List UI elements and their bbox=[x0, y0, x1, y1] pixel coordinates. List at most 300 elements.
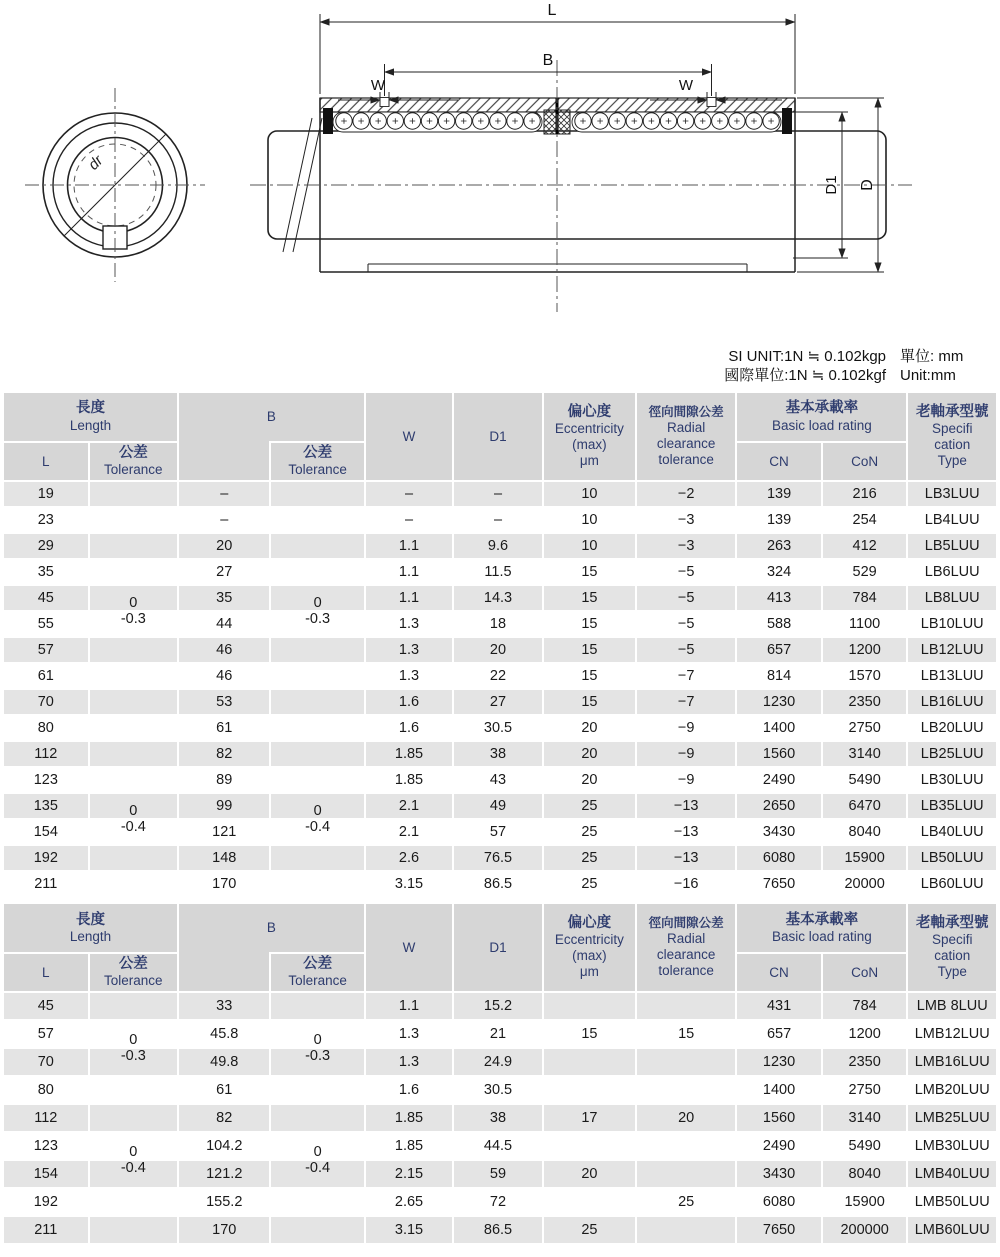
table-row bbox=[4, 638, 996, 662]
col-type: 老軸承型號 Specifi cation Type bbox=[908, 904, 996, 991]
cell-w: 1.1 bbox=[366, 560, 453, 584]
cell-type: LMB25LUU bbox=[908, 1105, 996, 1131]
cell-w: 1.3 bbox=[366, 1021, 453, 1047]
cell-type: LMB12LUU bbox=[908, 1021, 996, 1047]
cell-d1: 24.9 bbox=[454, 1049, 541, 1075]
si-unit-text: SI UNIT:1N ≒ 0.102kgp bbox=[728, 348, 886, 365]
cell-cn: 3430 bbox=[737, 1161, 821, 1187]
cell-l: 35 bbox=[4, 560, 88, 584]
col-length-group: 長度 Length bbox=[4, 393, 177, 441]
cell-tol bbox=[271, 1217, 363, 1243]
cell-w: 1.3 bbox=[366, 638, 453, 662]
cell-con: 1200 bbox=[823, 638, 907, 662]
cell-type: LMB60LUU bbox=[908, 1217, 996, 1243]
table-row bbox=[4, 1105, 996, 1131]
lmb-series-table bbox=[2, 902, 998, 1245]
cell-d1: 30.5 bbox=[454, 1077, 541, 1103]
cell-rad: −3 bbox=[637, 534, 735, 558]
dim-label-B: B bbox=[542, 52, 554, 69]
cell-b: 46 bbox=[179, 638, 269, 662]
cell-w: 1.85 bbox=[366, 1105, 453, 1131]
cell-w: 2.1 bbox=[366, 794, 453, 818]
cell-tol bbox=[90, 993, 177, 1019]
cell-l: 112 bbox=[4, 1105, 88, 1131]
cell-ecc bbox=[544, 1133, 635, 1159]
cell-b: 61 bbox=[179, 716, 269, 740]
cell-b: 20 bbox=[179, 534, 269, 558]
cell-tol bbox=[271, 482, 363, 506]
unit-mm-zh: 單位: mm bbox=[900, 348, 964, 365]
cell-rad: −5 bbox=[637, 612, 735, 636]
cell-cn: 2650 bbox=[737, 794, 821, 818]
col-d1: D1 bbox=[454, 393, 541, 480]
cell-cn: 6080 bbox=[737, 846, 821, 870]
table-row bbox=[4, 612, 996, 636]
col-con: CoN bbox=[823, 954, 907, 991]
cell-d1: 38 bbox=[454, 1105, 541, 1131]
table-row bbox=[4, 482, 996, 506]
cell-b: 89 bbox=[179, 768, 269, 792]
cell-ecc: 17 bbox=[544, 1105, 635, 1131]
cell-rad: −5 bbox=[637, 638, 735, 662]
cell-w: 2.6 bbox=[366, 846, 453, 870]
cell-con: 2350 bbox=[823, 690, 907, 714]
cell-w: 1.6 bbox=[366, 1077, 453, 1103]
cell-rad: −13 bbox=[637, 846, 735, 870]
cell-con: 784 bbox=[823, 586, 907, 610]
cell-ecc: 25 bbox=[544, 820, 635, 844]
cell-b: 155.2 bbox=[179, 1189, 269, 1215]
cell-rad: −7 bbox=[637, 664, 735, 688]
cell-l: 45 bbox=[4, 993, 88, 1019]
seal-right bbox=[782, 108, 792, 134]
cell-tol bbox=[90, 560, 177, 584]
cell-type: LMB16LUU bbox=[908, 1049, 996, 1075]
cell-con: 8040 bbox=[823, 1161, 907, 1187]
cell-l: 211 bbox=[4, 1217, 88, 1243]
cell-rad: −2 bbox=[637, 482, 735, 506]
cell-w: 1.85 bbox=[366, 1133, 453, 1159]
cell-tol bbox=[90, 508, 177, 532]
cell-b: 46 bbox=[179, 664, 269, 688]
col-con: CoN bbox=[823, 443, 907, 480]
cell-tol bbox=[271, 664, 363, 688]
table-row bbox=[4, 768, 996, 792]
cell-w: – bbox=[366, 482, 453, 506]
table-row bbox=[4, 1077, 996, 1103]
cell-tol: 0 bbox=[90, 586, 177, 610]
cell-con: 200000 bbox=[823, 1217, 907, 1243]
col-b-group: B bbox=[179, 393, 364, 441]
cell-tol: -0.4 bbox=[271, 1161, 363, 1187]
cell-ecc: 20 bbox=[544, 742, 635, 766]
lb-table-body bbox=[4, 482, 996, 896]
cell-tol bbox=[271, 846, 363, 870]
cell-b: 104.2 bbox=[179, 1133, 269, 1159]
cell-d1: 86.5 bbox=[454, 1217, 541, 1243]
cell-tol: -0.3 bbox=[90, 1049, 177, 1075]
cell-tol: -0.4 bbox=[271, 820, 363, 844]
cell-l: 57 bbox=[4, 1021, 88, 1047]
cell-con: 784 bbox=[823, 993, 907, 1019]
col-radial-clearance: 徑向間隙公差 Radial clearance tolerance bbox=[637, 904, 735, 991]
cell-tol: 0 bbox=[271, 586, 363, 610]
unit-note bbox=[0, 347, 988, 385]
cell-tol: -0.3 bbox=[271, 1049, 363, 1075]
table-row bbox=[4, 1217, 996, 1243]
cell-d1: 27 bbox=[454, 690, 541, 714]
cell-b: 49.8 bbox=[179, 1049, 269, 1075]
table-row bbox=[4, 508, 996, 532]
cell-tol bbox=[271, 872, 363, 896]
col-radial-clearance: 徑向間隙公差 Radial clearance tolerance bbox=[637, 393, 735, 480]
cell-con: 6470 bbox=[823, 794, 907, 818]
cell-tol bbox=[90, 1189, 177, 1215]
cell-tol: -0.4 bbox=[90, 1161, 177, 1187]
cell-con: 20000 bbox=[823, 872, 907, 896]
cell-ecc: 25 bbox=[544, 794, 635, 818]
cell-ecc: 15 bbox=[544, 664, 635, 688]
cell-l: 123 bbox=[4, 768, 88, 792]
table-row bbox=[4, 794, 996, 818]
cell-tol bbox=[90, 664, 177, 688]
cell-type: LB4LUU bbox=[908, 508, 996, 532]
cell-tol: 0 bbox=[90, 1133, 177, 1159]
cell-d1: 44.5 bbox=[454, 1133, 541, 1159]
cell-b: 170 bbox=[179, 872, 269, 896]
cell-tol: 0 bbox=[90, 794, 177, 818]
lmb-table-body bbox=[4, 993, 996, 1243]
table-row bbox=[4, 690, 996, 714]
cell-b: 121.2 bbox=[179, 1161, 269, 1187]
cell-ecc: 10 bbox=[544, 508, 635, 532]
dr-label: dr bbox=[85, 152, 107, 174]
cell-type: LB8LUU bbox=[908, 586, 996, 610]
cell-cn: 1560 bbox=[737, 742, 821, 766]
cell-d1: 43 bbox=[454, 768, 541, 792]
cell-rad bbox=[637, 1161, 735, 1187]
cell-rad: −13 bbox=[637, 794, 735, 818]
cell-l: 61 bbox=[4, 664, 88, 688]
cell-cn: 1230 bbox=[737, 1049, 821, 1075]
cell-con: 2350 bbox=[823, 1049, 907, 1075]
cell-w: 1.1 bbox=[366, 534, 453, 558]
cell-rad: −16 bbox=[637, 872, 735, 896]
cell-l: 154 bbox=[4, 1161, 88, 1187]
cell-tol bbox=[90, 638, 177, 662]
cell-tol bbox=[90, 1077, 177, 1103]
bearing-technical-drawing bbox=[0, 0, 1000, 345]
cell-type: LMB20LUU bbox=[908, 1077, 996, 1103]
cell-ecc: 20 bbox=[544, 768, 635, 792]
cell-ecc: 15 bbox=[544, 560, 635, 584]
cell-d1: 72 bbox=[454, 1189, 541, 1215]
cell-tol: -0.3 bbox=[271, 612, 363, 636]
cell-b: – bbox=[179, 482, 269, 506]
table-row bbox=[4, 820, 996, 844]
cell-w: 2.65 bbox=[366, 1189, 453, 1215]
cell-l: 57 bbox=[4, 638, 88, 662]
cell-b: 82 bbox=[179, 742, 269, 766]
cell-d1: 21 bbox=[454, 1021, 541, 1047]
table-row bbox=[4, 846, 996, 870]
cell-ecc: 25 bbox=[544, 1217, 635, 1243]
cell-ecc bbox=[544, 1189, 635, 1215]
cell-l: 135 bbox=[4, 794, 88, 818]
cell-tol: 0 bbox=[271, 1021, 363, 1047]
cell-cn: 657 bbox=[737, 1021, 821, 1047]
cell-cn: 1560 bbox=[737, 1105, 821, 1131]
cell-ecc: 10 bbox=[544, 482, 635, 506]
table-row bbox=[4, 534, 996, 558]
col-b-group: B bbox=[179, 904, 364, 952]
col-w: W bbox=[366, 393, 453, 480]
cell-ecc: 25 bbox=[544, 846, 635, 870]
col-eccentricity: 偏心度 Eccentricity (max) μm bbox=[544, 904, 635, 991]
cell-l: 45 bbox=[4, 586, 88, 610]
cell-l: 192 bbox=[4, 846, 88, 870]
cell-type: LB35LUU bbox=[908, 794, 996, 818]
cell-tol bbox=[90, 742, 177, 766]
cell-tol bbox=[271, 1105, 363, 1131]
cell-cn: 588 bbox=[737, 612, 821, 636]
cell-con: 529 bbox=[823, 560, 907, 584]
dim-label-L: L bbox=[547, 2, 557, 19]
cell-l: 70 bbox=[4, 690, 88, 714]
cell-l: 55 bbox=[4, 612, 88, 636]
cell-con: 1200 bbox=[823, 1021, 907, 1047]
cell-tol bbox=[271, 993, 363, 1019]
cell-ecc: 20 bbox=[544, 716, 635, 740]
cell-ecc bbox=[544, 1077, 635, 1103]
cell-type: LB60LUU bbox=[908, 872, 996, 896]
col-cn: CN bbox=[737, 443, 821, 480]
cell-tol bbox=[90, 1105, 177, 1131]
cell-rad bbox=[637, 1077, 735, 1103]
col-d1: D1 bbox=[454, 904, 541, 991]
cell-tol: 0 bbox=[90, 1021, 177, 1047]
cell-d1: 20 bbox=[454, 638, 541, 662]
cell-d1: – bbox=[454, 482, 541, 506]
cell-l: 154 bbox=[4, 820, 88, 844]
cell-type: LMB40LUU bbox=[908, 1161, 996, 1187]
cell-con: 15900 bbox=[823, 1189, 907, 1215]
intl-unit-text: 國際單位:1N ≒ 0.102kgf bbox=[724, 367, 886, 384]
cell-rad: −5 bbox=[637, 560, 735, 584]
cell-l: 23 bbox=[4, 508, 88, 532]
col-cn: CN bbox=[737, 954, 821, 991]
cell-tol bbox=[271, 716, 363, 740]
cell-d1: 49 bbox=[454, 794, 541, 818]
cell-type: LB30LUU bbox=[908, 768, 996, 792]
table-row bbox=[4, 716, 996, 740]
cell-b: 82 bbox=[179, 1105, 269, 1131]
col-b-tolerance: 公差 Tolerance bbox=[271, 954, 363, 991]
cell-rad: −9 bbox=[637, 742, 735, 766]
cell-tol bbox=[271, 768, 363, 792]
cell-type: LB13LUU bbox=[908, 664, 996, 688]
cell-l: 80 bbox=[4, 716, 88, 740]
cell-tol bbox=[271, 638, 363, 662]
cell-type: LB3LUU bbox=[908, 482, 996, 506]
cell-b: 170 bbox=[179, 1217, 269, 1243]
cell-cn: 1230 bbox=[737, 690, 821, 714]
groove-right bbox=[707, 98, 716, 107]
cell-ecc: 10 bbox=[544, 534, 635, 558]
col-l: L bbox=[4, 954, 88, 991]
cell-w: 1.3 bbox=[366, 664, 453, 688]
col-b-value bbox=[179, 443, 269, 480]
cell-b: – bbox=[179, 508, 269, 532]
cell-d1: 15.2 bbox=[454, 993, 541, 1019]
cell-type: LB40LUU bbox=[908, 820, 996, 844]
cell-con: 15900 bbox=[823, 846, 907, 870]
cell-cn: 657 bbox=[737, 638, 821, 662]
table-header bbox=[4, 904, 996, 991]
cell-w: 1.1 bbox=[366, 586, 453, 610]
col-w: W bbox=[366, 904, 453, 991]
cell-rad bbox=[637, 1217, 735, 1243]
cell-b: 45.8 bbox=[179, 1021, 269, 1047]
cell-b: 61 bbox=[179, 1077, 269, 1103]
cell-rad bbox=[637, 993, 735, 1019]
cell-w: – bbox=[366, 508, 453, 532]
cell-type: LB16LUU bbox=[908, 690, 996, 714]
cell-tol bbox=[271, 742, 363, 766]
cell-type: LB25LUU bbox=[908, 742, 996, 766]
cell-type: LB20LUU bbox=[908, 716, 996, 740]
cell-d1: – bbox=[454, 508, 541, 532]
table-row bbox=[4, 742, 996, 766]
unit-note-line-2 bbox=[724, 366, 988, 385]
cell-con: 3140 bbox=[823, 1105, 907, 1131]
col-l-tolerance: 公差 Tolerance bbox=[90, 954, 177, 991]
cell-cn: 7650 bbox=[737, 1217, 821, 1243]
cell-rad: 25 bbox=[637, 1189, 735, 1215]
cell-type: LMB30LUU bbox=[908, 1133, 996, 1159]
cell-type: LB50LUU bbox=[908, 846, 996, 870]
cell-con: 3140 bbox=[823, 742, 907, 766]
cell-type: LMB 8LUU bbox=[908, 993, 996, 1019]
cell-rad: 20 bbox=[637, 1105, 735, 1131]
cell-con: 5490 bbox=[823, 768, 907, 792]
cell-tol bbox=[90, 768, 177, 792]
unit-mm-en: Unit:mm bbox=[900, 367, 956, 384]
cell-con: 2750 bbox=[823, 716, 907, 740]
cell-type: LMB50LUU bbox=[908, 1189, 996, 1215]
cell-cn: 1400 bbox=[737, 716, 821, 740]
cell-tol: -0.4 bbox=[90, 820, 177, 844]
col-type: 老軸承型號 Specifi cation Type bbox=[908, 393, 996, 480]
cell-tol bbox=[90, 1217, 177, 1243]
cell-tol bbox=[271, 534, 363, 558]
cell-ecc: 15 bbox=[544, 690, 635, 714]
cell-d1: 18 bbox=[454, 612, 541, 636]
cell-rad: −9 bbox=[637, 716, 735, 740]
cell-rad: −9 bbox=[637, 768, 735, 792]
cell-tol bbox=[90, 482, 177, 506]
cell-tol: 0 bbox=[271, 1133, 363, 1159]
cell-w: 1.6 bbox=[366, 690, 453, 714]
cell-w: 3.15 bbox=[366, 872, 453, 896]
cell-con: 412 bbox=[823, 534, 907, 558]
col-length-group: 長度 Length bbox=[4, 904, 177, 952]
table-row bbox=[4, 586, 996, 610]
groove-left bbox=[380, 98, 389, 107]
cell-d1: 38 bbox=[454, 742, 541, 766]
cell-tol bbox=[90, 846, 177, 870]
table-row bbox=[4, 1189, 996, 1215]
cell-con: 5490 bbox=[823, 1133, 907, 1159]
cell-b: 35 bbox=[179, 586, 269, 610]
cell-type: LB12LUU bbox=[908, 638, 996, 662]
table-row bbox=[4, 993, 996, 1019]
cell-ecc bbox=[544, 1049, 635, 1075]
table-row bbox=[4, 1049, 996, 1075]
cell-type: LB6LUU bbox=[908, 560, 996, 584]
cell-cn: 139 bbox=[737, 482, 821, 506]
cell-w: 1.85 bbox=[366, 768, 453, 792]
cell-cn: 2490 bbox=[737, 768, 821, 792]
cell-tol bbox=[271, 508, 363, 532]
cell-w: 1.3 bbox=[366, 612, 453, 636]
cell-type: LB5LUU bbox=[908, 534, 996, 558]
cell-b: 44 bbox=[179, 612, 269, 636]
cell-cn: 139 bbox=[737, 508, 821, 532]
cell-b: 53 bbox=[179, 690, 269, 714]
col-b-tolerance: 公差 Tolerance bbox=[271, 443, 363, 480]
cell-d1: 30.5 bbox=[454, 716, 541, 740]
cell-tol bbox=[90, 534, 177, 558]
table-header bbox=[4, 393, 996, 480]
dim-label-W-left: W bbox=[370, 77, 386, 94]
table-row bbox=[4, 1021, 996, 1047]
cell-d1: 86.5 bbox=[454, 872, 541, 896]
cell-cn: 6080 bbox=[737, 1189, 821, 1215]
cell-cn: 324 bbox=[737, 560, 821, 584]
col-l: L bbox=[4, 443, 88, 480]
cell-tol: 0 bbox=[271, 794, 363, 818]
cell-con: 216 bbox=[823, 482, 907, 506]
cell-l: 29 bbox=[4, 534, 88, 558]
cell-tol bbox=[90, 690, 177, 714]
cell-l: 192 bbox=[4, 1189, 88, 1215]
cell-w: 1.3 bbox=[366, 1049, 453, 1075]
cell-cn: 263 bbox=[737, 534, 821, 558]
lb-series-table bbox=[2, 391, 998, 898]
cell-l: 80 bbox=[4, 1077, 88, 1103]
cell-w: 2.1 bbox=[366, 820, 453, 844]
cell-ecc: 15 bbox=[544, 1021, 635, 1047]
table-row bbox=[4, 872, 996, 896]
dim-label-D: D bbox=[859, 179, 876, 191]
cell-d1: 14.3 bbox=[454, 586, 541, 610]
table-row bbox=[4, 1161, 996, 1187]
cell-tol bbox=[271, 1189, 363, 1215]
cell-ecc: 25 bbox=[544, 872, 635, 896]
unit-note-line-1 bbox=[728, 347, 988, 366]
cell-tol bbox=[90, 872, 177, 896]
table-row bbox=[4, 560, 996, 584]
cell-d1: 22 bbox=[454, 664, 541, 688]
cell-d1: 9.6 bbox=[454, 534, 541, 558]
cell-d1: 59 bbox=[454, 1161, 541, 1187]
cell-ecc: 15 bbox=[544, 612, 635, 636]
table-row bbox=[4, 664, 996, 688]
cell-tol bbox=[271, 690, 363, 714]
cell-l: 112 bbox=[4, 742, 88, 766]
cell-ecc bbox=[544, 993, 635, 1019]
